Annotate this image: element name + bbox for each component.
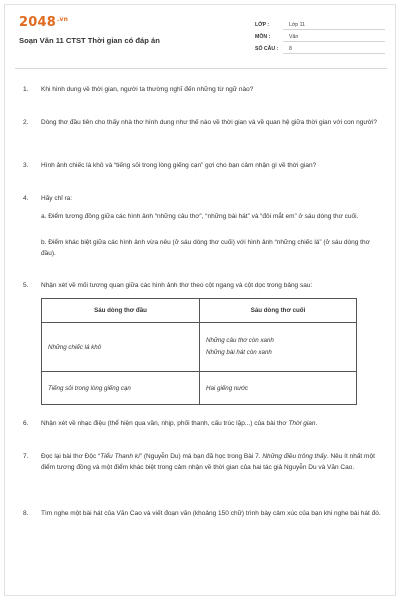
meta-row-class <box>255 19 385 30</box>
question-number: 4. <box>23 195 29 202</box>
table-cell: Hai giếng nước <box>200 372 357 405</box>
question-4-part-b: b. Điểm khác biệt giữa các hình ảnh vừa nêu (ở sáu dòng thơ cuối) với hình ảnh “những chiếc lá” (ở sáu dòng thơ đầu). <box>41 239 370 258</box>
meta-value: Lớp 11 <box>283 20 385 30</box>
question-4-part-a: a. Điểm tương đồng giữa các hình ảnh “những câu thơ”, “những bài hát” và “đôi mắt em” ở sáu dòng thơ cuối. <box>41 213 359 220</box>
header-divider <box>15 68 387 69</box>
question-number: 2. <box>23 119 29 126</box>
meta-row-subject <box>255 31 385 42</box>
question-number: 6. <box>23 420 29 427</box>
question-text: Tìm nghe một bài hát của Văn Cao và viết đoạn văn (khoảng 150 chữ) trình bày cảm xúc của bạn khi nghe bài hát đó. <box>41 510 381 517</box>
question-text: Nhận xét về mối tương quan giữa các hình ảnh thơ theo cột ngang và cột dọc trong bảng sau: <box>41 282 313 289</box>
lesson-title: Những điều trông thấy <box>262 453 327 460</box>
meta-row-question-count <box>255 43 385 54</box>
meta-value: 8 <box>283 44 385 54</box>
question-number: 5. <box>23 282 29 289</box>
question-number: 3. <box>23 162 29 169</box>
poem-title: Thời gian <box>288 420 316 427</box>
table-row <box>42 372 357 405</box>
table-header-cell: Sáu dòng thơ đầu <box>42 299 200 323</box>
table-cell: Những chiếc lá khô <box>42 323 200 372</box>
question-text <box>41 418 381 429</box>
table-header-cell: Sáu dòng thơ cuối <box>200 299 357 323</box>
document-page <box>4 4 396 596</box>
question-text-part: . <box>315 420 318 427</box>
question-text: Hình ảnh chiếc lá khô và “tiếng sỏi trong lòng giếng cạn” gợi cho bạn cảm nhận gì về thời gian? <box>41 162 317 169</box>
table-cell-line: Những câu thơ còn xanh <box>206 337 274 344</box>
question-number: 7. <box>23 453 29 460</box>
comparison-table <box>41 298 357 405</box>
document-header <box>5 5 397 61</box>
logo-suffix: .vn <box>56 15 69 23</box>
poem-title: Tiểu Thanh kí <box>100 453 140 460</box>
meta-label: SỐ CÂU : <box>255 45 279 52</box>
table-cell-line: Những bài hát còn xanh <box>206 349 272 356</box>
table-row <box>42 323 357 372</box>
table-cell: Tiếng sỏi trong lòng giếng cạn <box>42 372 200 405</box>
question-text <box>41 451 381 474</box>
document-meta <box>255 19 385 55</box>
question-text-part: . Nêu ít nhất một điểm tương đồng và một điểm khác biệt trong cảm nhận về thời gian của hai tác giả Nguyễn Du và Văn Cao. <box>41 453 375 472</box>
question-text: Hãy chỉ ra: <box>41 195 73 202</box>
document-title: Soạn Văn 11 CTST Thời gian có đáp án <box>19 36 160 45</box>
question-text: Dòng thơ đầu tiên cho thấy nhà thơ hình dung như thế nào về thời gian và về quan hệ giữa thời gian với con người? <box>41 119 378 126</box>
question-text-part: ” (Nguyễn Du) mà bạn đã học trong Bài 7. <box>139 453 263 460</box>
question-text: Khi hình dung về thời gian, người ta thường nghĩ đến những từ ngữ nào? <box>41 86 254 93</box>
table-header-row <box>42 299 357 323</box>
logo-text: 2048 <box>19 15 56 30</box>
meta-value: Văn <box>283 32 385 42</box>
meta-label: LỚP : <box>255 21 270 28</box>
question-number: 1. <box>23 86 29 93</box>
meta-label: MÔN : <box>255 33 271 40</box>
question-number: 8. <box>23 510 29 517</box>
table-cell <box>200 323 357 372</box>
site-logo[interactable] <box>19 15 68 30</box>
question-text-part: Nhận xét về nhạc điệu (thể hiện qua vần, nhịp, phối thanh, cấu trúc lặp...) của bài thơ <box>41 420 289 427</box>
question-text-part: Đọc lại bài thơ Độc “ <box>41 453 101 460</box>
